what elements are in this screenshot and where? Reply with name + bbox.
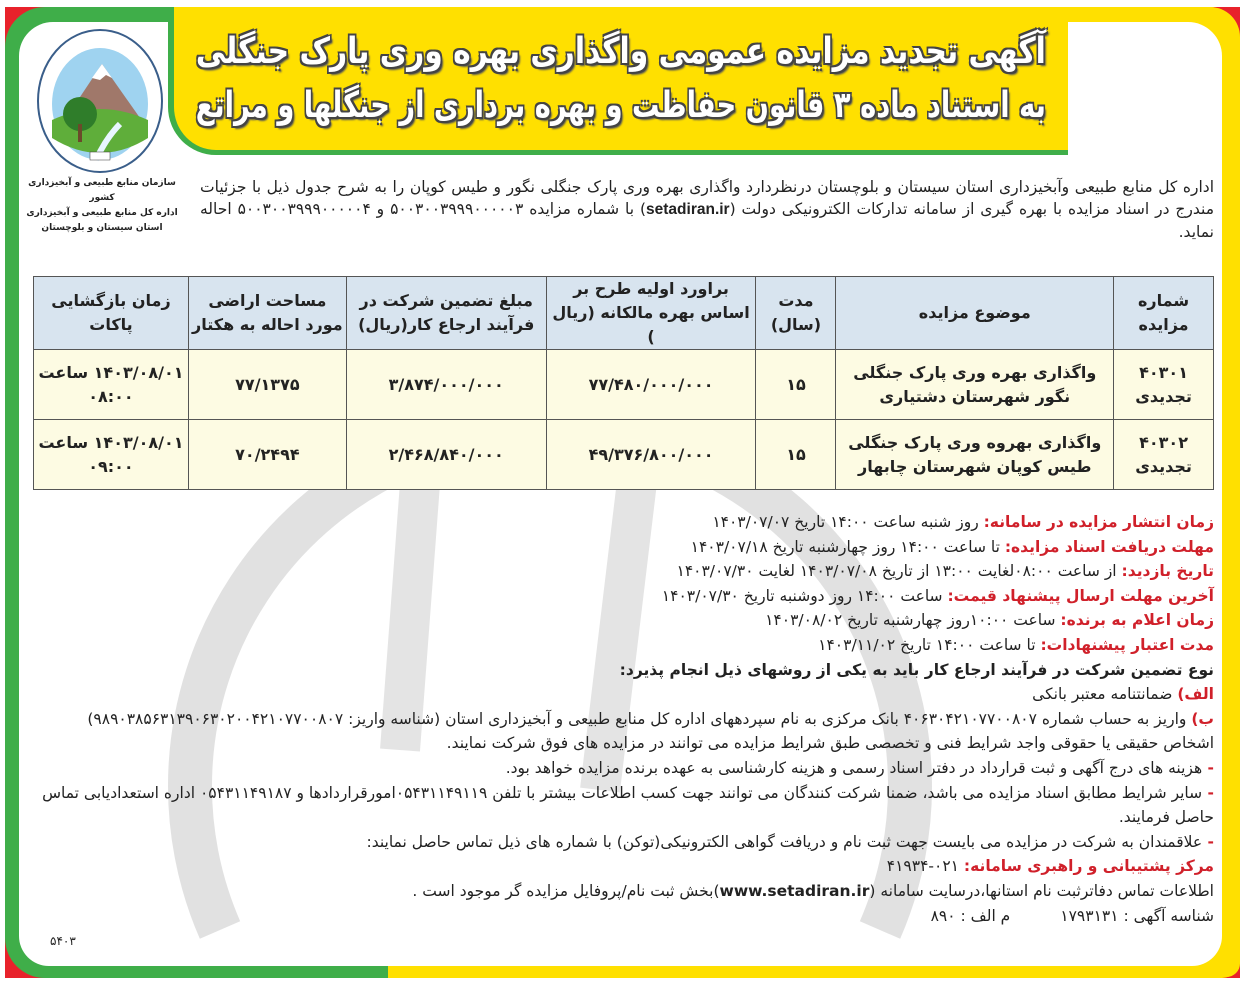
header-cell: موضوع مزایده — [836, 277, 1114, 350]
auction-table — [33, 276, 1214, 490]
schedule-item: زمان اعلام به برنده: ساعت ۱۰:۰۰روز چهارشنبه تاریخ ۱۴۰۳/۰۸/۰۲ — [765, 611, 1214, 630]
note-item: - هزینه های درج آگهی و ثبت قرارداد در دفتر اسناد رسمی و هزینه کارشناسی به عهده برنده مزایده خواهد بود. — [505, 758, 1214, 777]
cell: ۴۹/۳۷۶/۸۰۰/۰۰۰ — [546, 420, 756, 490]
ad-code: ۵۴۰۳ — [50, 934, 76, 948]
title-line-2: به استناد ماده ۳ قانون حفاظت و بهره برداری از جنگلها و مراتع — [195, 84, 1047, 126]
schedule-item: تاریخ بازدید: از ساعت ۰۸:۰۰لغایت ۱۳:۰۰ از تاریخ ۱۴۰۳/۰۷/۰۸ لغایت ۱۴۰۳/۰۷/۳۰ — [676, 562, 1214, 581]
schedule-item: آخرین مهلت ارسال پیشنهاد قیمت: ساعت ۱۴:۰۰ روز دوشنبه تاریخ ۱۴۰۳/۰۷/۳۰ — [661, 586, 1214, 605]
cell: ۱۵ — [756, 350, 836, 420]
setadiran-www-link[interactable]: www.setadiran.ir — [719, 881, 870, 900]
table-row — [34, 420, 1214, 490]
header-cell: شماره مزایده — [1114, 277, 1214, 350]
cell: واگذاری بهره وری پارک جنگلی نگور شهرستان دشتیاری — [836, 350, 1114, 420]
title-banner — [168, 7, 1068, 155]
header-cell: مبلغ تضمین شرکت در فرآیند ارجاع کار(ریال) — [346, 277, 546, 350]
table-row — [34, 350, 1214, 420]
intro-paragraph — [200, 176, 1214, 243]
intro-text-2: ) با شماره مزایده ۵۰۰۳۰۰۳۹۹۹۰۰۰۰۰۳ و ۵۰۰۳۰۰۳۹۹۹۰۰۰۰۰۴ احاله نماید. — [200, 200, 1214, 241]
cell: ۳/۸۷۴/۰۰۰/۰۰۰ — [346, 350, 546, 420]
cell: واگذاری بهروه وری پارک جنگلی طیس کوپان شهرستان چابهار — [836, 420, 1114, 490]
ad-id: شناسه آگهی : ۱۷۹۳۱۳۱ — [1060, 906, 1214, 925]
eligibility-text: اشخاص حقیقی یا حقوقی واجد شرایط فنی و تخصصی طبق شرایط مزایده می توانند در مزایده های فوق شرکت نمایند. — [446, 734, 1214, 753]
note-item: - سایر شرایط مطابق اسناد مزایده می باشد، ضمنا شرکت کنندگان می توانند جهت کسب اطلاعات بیشتر با تلفن ۰۵۴۳۱۱۴۹۱۱۹امورقراردادها و ۰۵۴۳۱۱۴۹۱۸۷ اداره استعدادیابی تماس حاصل فرمایند. — [42, 783, 1214, 827]
contact-line: اطلاعات تماس دفاترثبت نام استانها،درسایت سامانه (www.setadiran.ir)بخش ثبت نام/پروفایل مزایده گر موجود است . — [412, 881, 1214, 900]
details-section — [30, 510, 1214, 928]
org-line-1: سازمان منابع طبیعی و آبخیزداری کشور — [28, 178, 176, 203]
support-line: مرکز پشتیبانی و راهبری سامانه: ۰۲۱-۴۱۹۳۴ — [886, 857, 1214, 876]
setadiran-link[interactable]: setadiran.ir — [646, 201, 730, 218]
cell: ۷۷/۴۸۰/۰۰۰/۰۰۰ — [546, 350, 756, 420]
organization-name — [22, 176, 182, 236]
cell: ۱۵ — [756, 420, 836, 490]
cell: ۲/۴۶۸/۸۴۰/۰۰۰ — [346, 420, 546, 490]
table-header-row — [34, 277, 1214, 350]
guarantee-heading: نوع تضمین شرکت در فرآیند ارجاع کار باید به یکی از روشهای ذیل انجام پذیرد: — [619, 660, 1214, 679]
organization-logo — [36, 28, 164, 174]
org-line-2: اداره کل منابع طبیعی و آبخیزداری — [26, 208, 178, 218]
title-line-1: آگهی تجدید مزایده عمومی واگذاری بهره وری پارک جنگلی — [196, 30, 1046, 72]
schedule-item: مدت اعتبار پیشنهادات: تا ساعت ۱۴:۰۰ تاریخ ۱۴۰۳/۱۱/۰۲ — [818, 635, 1214, 654]
note-item: - علاقمندان به شرکت در مزایده می بایست جهت ثبت نام و دریافت گواهی الکترونیکی(توکن) با شماره های ذیل تماس حاصل نمایند: — [366, 832, 1214, 851]
schedule-item: مهلت دریافت اسناد مزایده: تا ساعت ۱۴:۰۰ روز چهارشنبه تاریخ ۱۴۰۳/۰۷/۱۸ — [690, 537, 1214, 556]
cell: ۴۰۳۰۲ تجدیدی — [1114, 420, 1214, 490]
cell: ۱۴۰۳/۰۸/۰۱ ساعت ۰۸:۰۰ — [34, 350, 189, 420]
cell: ۱۴۰۳/۰۸/۰۱ ساعت ۰۹:۰۰ — [34, 420, 189, 490]
option-b: ب) واریز به حساب شماره ۴۰۶۳۰۴۲۱۰۷۷۰۰۸۰۷ بانک مرکزی به نام سپردههای اداره کل منابع طبیعی و آبخیزداری استان (شناسه واریز: ۹۸۹۰۳۸۵۶۳۱۳۹۰۶۳۰۲۰۰۴۲۱۰۷۷۰۰۸۰۷) — [87, 709, 1214, 728]
intro-text-1: اداره کل منابع طبیعی وآبخیزداری استان سیستان و بلوچستان درنظردارد واگذاری بهره وری پارک جنگلی نگور و طیس کوپان را به شرح جدول ذیل با جزئیات مندرج در اسناد مزایده با بهره گیری از سامانه تدارکات الکترونیکی دولت ( — [200, 178, 1214, 218]
option-a: الف) ضمانتنامه معتبر بانکی — [1032, 685, 1214, 704]
header-cell: زمان بازگشایی پاکات — [34, 277, 189, 350]
ad-ref: م الف : ۸۹۰ — [930, 906, 1011, 925]
cell: ۷۰/۲۴۹۴ — [188, 420, 346, 490]
header-cell: مدت (سال) — [756, 277, 836, 350]
cell: ۷۷/۱۳۷۵ — [188, 350, 346, 420]
cell: ۴۰۳۰۱ تجدیدی — [1114, 350, 1214, 420]
header-cell: براورد اولیه طرح بر اساس بهره مالکانه (ریال ) — [546, 277, 756, 350]
ad-footer — [30, 904, 1214, 929]
schedule-item: زمان انتشار مزایده در سامانه: روز شنبه ساعت ۱۴:۰۰ تاریخ ۱۴۰۳/۰۷/۰۷ — [712, 513, 1214, 531]
org-line-3: استان سیستان و بلوچستان — [41, 223, 163, 233]
header-cell: مساحت اراضی مورد احاله به هکتار — [188, 277, 346, 350]
